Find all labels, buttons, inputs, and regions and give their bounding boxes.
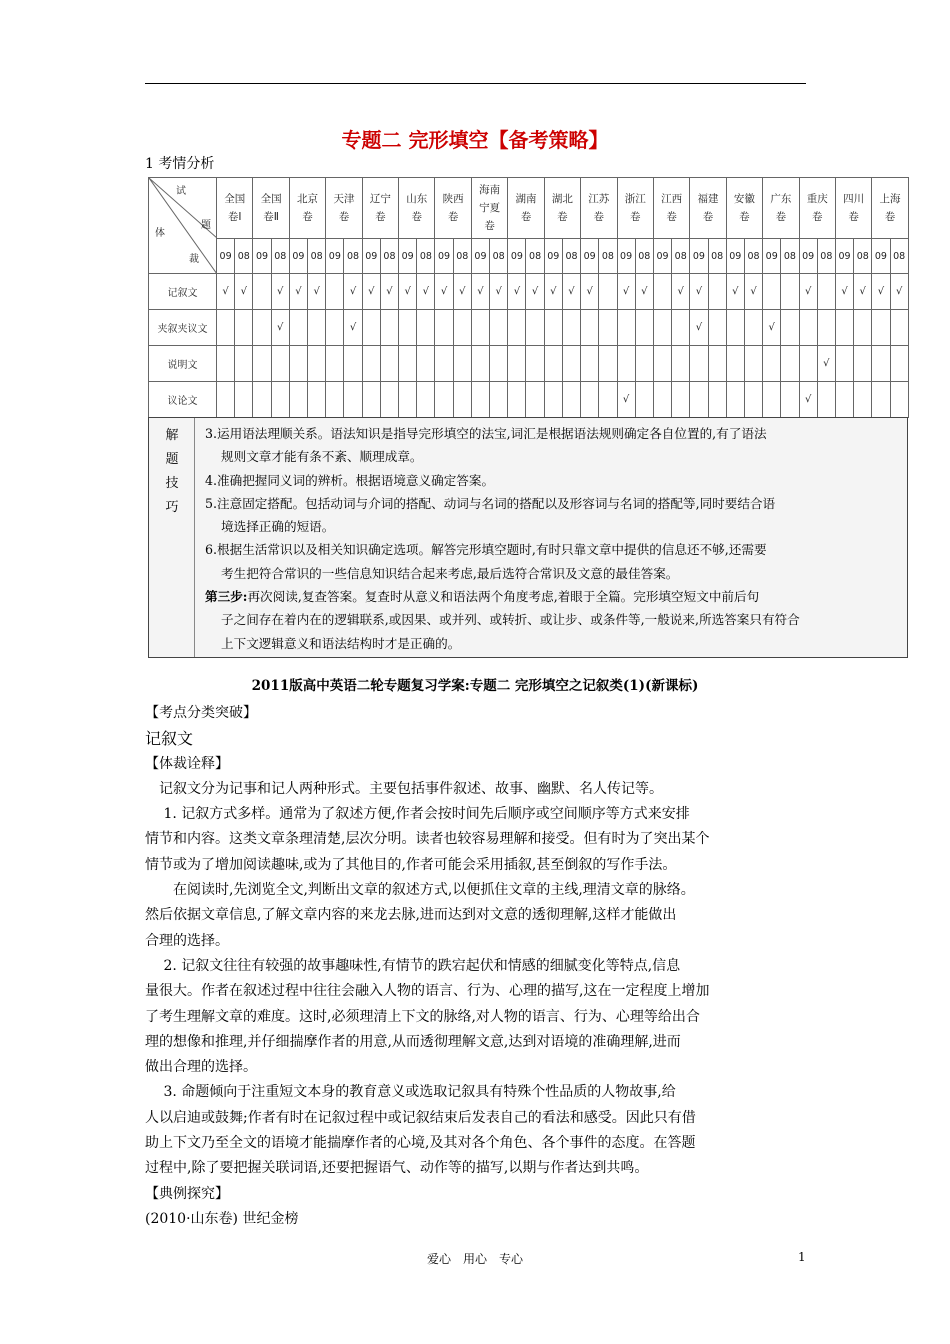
- tips-line: 5.注意固定搭配。包括动词与介词的搭配、动词与名词的搭配以及形容词与名词的搭配等,同时要结合语: [205, 495, 776, 511]
- mark-cell: [854, 346, 872, 382]
- mark-cell: [289, 346, 307, 382]
- province-header: 福建卷: [690, 178, 726, 239]
- mark-cell: [362, 382, 380, 418]
- province-header: 陕西卷: [435, 178, 471, 239]
- mark-cell: √: [562, 274, 580, 310]
- tips-box: [148, 417, 908, 658]
- year-cell: 08: [235, 239, 253, 274]
- mark-cell: [453, 346, 471, 382]
- mark-cell: [562, 346, 580, 382]
- tips-side-label: [149, 418, 195, 657]
- mark-cell: [253, 382, 271, 418]
- province-header: 江苏卷: [581, 178, 617, 239]
- mark-cell: √: [890, 274, 908, 310]
- mark-cell: [835, 310, 853, 346]
- tips-side-char: 技: [165, 476, 179, 491]
- year-cell: 08: [781, 239, 799, 274]
- mark-cell: [726, 310, 744, 346]
- mark-cell: [235, 310, 253, 346]
- mark-cell: [799, 310, 817, 346]
- year-cell: 08: [453, 239, 471, 274]
- mark-cell: √: [399, 274, 417, 310]
- mark-cell: [326, 382, 344, 418]
- body-line: 做出合理的选择。: [145, 1059, 257, 1076]
- mark-cell: [653, 346, 671, 382]
- body-line: 助上下文乃至全文的语境才能揣摩作者的心境,及其对各个角色、各个事件的态度。在答题: [145, 1135, 696, 1152]
- step3-label: 第三步:: [205, 589, 248, 605]
- exam-analysis-table: [148, 177, 909, 418]
- year-cell: 09: [471, 239, 489, 274]
- mark-cell: [508, 382, 526, 418]
- tips-line: 考生把符合常识的一些信息知识结合起来考虑,最后选符合常识及文意的最佳答案。: [221, 565, 679, 581]
- mark-cell: √: [635, 274, 653, 310]
- mark-cell: [326, 346, 344, 382]
- year-cell: 09: [653, 239, 671, 274]
- year-cell: 08: [380, 239, 398, 274]
- mark-cell: √: [235, 274, 253, 310]
- year-cell: 09: [217, 239, 235, 274]
- province-header: 全国卷Ⅰ: [217, 178, 253, 239]
- body-line: 量很大。作者在叙述过程中往往会融入人物的语言、行为、心理的描写,这在一定程度上增加: [145, 983, 710, 1000]
- mark-cell: √: [690, 274, 708, 310]
- mark-cell: [253, 274, 271, 310]
- mark-cell: [635, 346, 653, 382]
- mark-cell: [308, 382, 326, 418]
- body-line: 3. 命题倾向于注重短文本身的教育意义或选取记叙具有特殊个性品质的人物故事,给: [145, 1084, 676, 1101]
- table-row: [149, 382, 909, 418]
- mark-cell: [362, 310, 380, 346]
- year-cell: 08: [344, 239, 362, 274]
- mark-cell: √: [726, 274, 744, 310]
- mark-cell: √: [617, 274, 635, 310]
- year-cell: 09: [763, 239, 781, 274]
- mark-cell: [781, 346, 799, 382]
- body-line: 情节或为了增加阅读趣味,或为了其他目的,作者可能会采用插叙,甚至倒叙的写作手法。: [145, 856, 677, 873]
- province-header: 湖北卷: [544, 178, 580, 239]
- year-cell: 08: [817, 239, 835, 274]
- mark-cell: [835, 382, 853, 418]
- province-header: 海南宁夏卷: [471, 178, 507, 239]
- mark-cell: √: [380, 274, 398, 310]
- mark-cell: √: [526, 274, 544, 310]
- year-cell: 08: [708, 239, 726, 274]
- mark-cell: [744, 346, 762, 382]
- year-cell: 09: [289, 239, 307, 274]
- mark-cell: [599, 346, 617, 382]
- mark-cell: [672, 310, 690, 346]
- mark-cell: √: [435, 274, 453, 310]
- year-cell: 09: [835, 239, 853, 274]
- mark-cell: [672, 382, 690, 418]
- mark-cell: [490, 346, 508, 382]
- header-rule: [145, 83, 806, 84]
- mark-cell: [435, 382, 453, 418]
- mark-cell: [526, 310, 544, 346]
- year-cell: 09: [326, 239, 344, 274]
- mark-cell: [471, 382, 489, 418]
- province-header: 天津卷: [326, 178, 362, 239]
- mark-cell: √: [271, 310, 289, 346]
- year-cell: 08: [417, 239, 435, 274]
- mark-cell: √: [799, 382, 817, 418]
- province-header: 山东卷: [399, 178, 435, 239]
- year-cell: 08: [271, 239, 289, 274]
- mark-cell: [581, 346, 599, 382]
- mark-cell: [562, 382, 580, 418]
- mark-cell: [854, 310, 872, 346]
- mark-cell: √: [581, 274, 599, 310]
- mark-cell: [744, 310, 762, 346]
- mark-cell: [726, 346, 744, 382]
- body-line: 在阅读时,先浏览全文,判断出文章的叙述方式,以便抓住文章的主线,理清文章的脉络。: [145, 882, 695, 899]
- province-header: 江西卷: [653, 178, 689, 239]
- body-line: 2. 记叙文往往有较强的故事趣味性,有情节的跌宕起伏和情感的细腻变化等特点,信息: [145, 957, 681, 974]
- mark-cell: [471, 346, 489, 382]
- mark-cell: [326, 274, 344, 310]
- mark-cell: [217, 310, 235, 346]
- mark-cell: [399, 382, 417, 418]
- mark-cell: [471, 310, 489, 346]
- mark-cell: [781, 382, 799, 418]
- mark-cell: √: [835, 274, 853, 310]
- tips-side-char: 解: [165, 428, 179, 443]
- year-cell: 08: [635, 239, 653, 274]
- mark-cell: [253, 346, 271, 382]
- mark-cell: √: [817, 346, 835, 382]
- mark-cell: [380, 346, 398, 382]
- mark-cell: [544, 382, 562, 418]
- body-line: 理的想像和推理,并仔细揣摩作者的用意,从而透彻理解文意,达到对语境的准确理解,进而: [145, 1033, 681, 1050]
- province-header: 上海卷: [872, 178, 908, 239]
- mark-cell: [653, 382, 671, 418]
- mark-cell: [417, 310, 435, 346]
- mark-cell: [417, 346, 435, 382]
- mark-cell: [744, 382, 762, 418]
- lesson-heading: 2011版高中英语二轮专题复习学案:专题二 完形填空之记叙类(1)(新课标): [251, 678, 699, 694]
- year-cell: 09: [508, 239, 526, 274]
- tips-line: 上下文逻辑意义和语法结构时才是正确的。: [221, 635, 461, 651]
- mark-cell: √: [362, 274, 380, 310]
- year-cell: 08: [526, 239, 544, 274]
- mark-cell: [726, 382, 744, 418]
- mark-cell: [289, 382, 307, 418]
- mark-cell: [890, 346, 908, 382]
- body-line: 人以启迪或鼓舞;作者有时在记叙过程中或记叙结束后发表自己的看法和感受。因此只有借: [145, 1109, 696, 1126]
- year-cell: 08: [490, 239, 508, 274]
- year-cell: 08: [562, 239, 580, 274]
- body-line: 记叙文: [145, 729, 194, 749]
- mark-cell: [490, 310, 508, 346]
- body-line: 1. 记叙方式多样。通常为了叙述方便,作者会按时间先后顺序或空间顺序等方式来安排: [145, 806, 690, 823]
- mark-cell: [435, 310, 453, 346]
- tips-side-char: 题: [165, 452, 179, 467]
- mark-cell: [708, 274, 726, 310]
- mark-cell: √: [690, 310, 708, 346]
- table-row: [149, 346, 909, 382]
- mark-cell: [344, 346, 362, 382]
- mark-cell: [890, 310, 908, 346]
- mark-cell: [326, 310, 344, 346]
- mark-cell: [599, 382, 617, 418]
- row-label: 说明文: [149, 346, 217, 382]
- table-row: [149, 274, 909, 310]
- mark-cell: [781, 274, 799, 310]
- province-header: 辽宁卷: [362, 178, 398, 239]
- tips-body: [205, 422, 901, 655]
- body-line: 过程中,除了要把握关联词语,还要把握语气、动作等的描写,以期与作者达到共鸣。: [145, 1160, 649, 1177]
- mark-cell: [672, 346, 690, 382]
- page-footer: 爱心 用心 专心: [426, 1252, 523, 1266]
- mark-cell: [708, 382, 726, 418]
- mark-cell: [526, 346, 544, 382]
- mark-cell: [344, 382, 362, 418]
- province-header: 安徽卷: [726, 178, 762, 239]
- row-label: 夹叙夹议文: [149, 310, 217, 346]
- mark-cell: √: [508, 274, 526, 310]
- mark-cell: [617, 310, 635, 346]
- mark-cell: [599, 310, 617, 346]
- mark-cell: [217, 382, 235, 418]
- body-line: 情节和内容。这类文章条理清楚,层次分明。读者也较容易理解和接受。但有时为了突出某个: [145, 831, 710, 848]
- mark-cell: [599, 274, 617, 310]
- year-cell: 09: [799, 239, 817, 274]
- mark-cell: [508, 310, 526, 346]
- page-number: 1: [798, 1250, 806, 1264]
- mark-cell: [799, 346, 817, 382]
- mark-cell: [544, 310, 562, 346]
- year-cell: 09: [435, 239, 453, 274]
- mark-cell: [289, 310, 307, 346]
- mark-cell: [817, 310, 835, 346]
- body-line: (2010·山东卷) 世纪金榜: [145, 1210, 299, 1227]
- tips-line: 境选择正确的短语。: [221, 519, 335, 535]
- mark-cell: [271, 382, 289, 418]
- province-header: 湖南卷: [508, 178, 544, 239]
- mark-cell: √: [271, 274, 289, 310]
- mark-cell: [854, 382, 872, 418]
- mark-cell: [435, 346, 453, 382]
- mark-cell: [508, 346, 526, 382]
- year-cell: 09: [544, 239, 562, 274]
- body-line: 合理的选择。: [145, 932, 229, 949]
- mark-cell: [763, 274, 781, 310]
- year-cell: 08: [744, 239, 762, 274]
- body-line: 【典例探究】: [145, 1185, 229, 1202]
- tips-line: 3.运用语法理顺关系。语法知识是指导完形填空的法宝,词汇是根据语法规则确定各自位置的,有了语法: [205, 426, 767, 441]
- table-corner-cell: [149, 178, 217, 274]
- year-cell: 09: [581, 239, 599, 274]
- mark-cell: [453, 310, 471, 346]
- mark-cell: [763, 346, 781, 382]
- mark-cell: √: [617, 382, 635, 418]
- province-header: 全国卷Ⅱ: [253, 178, 289, 239]
- mark-cell: [653, 274, 671, 310]
- mark-cell: √: [744, 274, 762, 310]
- mark-cell: [872, 310, 890, 346]
- year-cell: 08: [854, 239, 872, 274]
- mark-cell: [872, 346, 890, 382]
- mark-cell: [835, 346, 853, 382]
- mark-cell: [653, 310, 671, 346]
- year-cell: 09: [726, 239, 744, 274]
- mark-cell: √: [544, 274, 562, 310]
- year-cell: 08: [599, 239, 617, 274]
- tips-line: 第三步:再次阅读,复查答案。复查时从意义和语法两个角度考虑,着眼于全篇。完形填空短文中前后句: [205, 589, 760, 605]
- mark-cell: [253, 310, 271, 346]
- tips-line: 子之间存在着内在的逻辑联系,或因果、或并列、或转折、或让步、或条件等,一般说来,所选答案只有符合: [221, 612, 800, 628]
- mark-cell: [708, 346, 726, 382]
- mark-cell: [690, 346, 708, 382]
- mark-cell: [271, 346, 289, 382]
- row-label: 记叙文: [149, 274, 217, 310]
- year-cell: 08: [308, 239, 326, 274]
- body-line: 了考生理解文章的难度。这时,必须理清上下文的脉络,对人物的语言、行为、心理等给出合: [145, 1008, 700, 1025]
- mark-cell: √: [344, 310, 362, 346]
- mark-cell: [817, 382, 835, 418]
- body-text: [145, 701, 815, 1232]
- mark-cell: √: [471, 274, 489, 310]
- mark-cell: [380, 382, 398, 418]
- mark-cell: [235, 382, 253, 418]
- mark-cell: [308, 346, 326, 382]
- mark-cell: √: [308, 274, 326, 310]
- mark-cell: √: [417, 274, 435, 310]
- province-header: 浙江卷: [617, 178, 653, 239]
- corner-label: 题: [201, 220, 211, 231]
- corner-label: 裁: [189, 254, 199, 265]
- corner-label: 体: [155, 228, 165, 239]
- tips-line: 规则文章才能有条不紊、顺理成章。: [221, 449, 423, 465]
- mark-cell: [581, 310, 599, 346]
- mark-cell: √: [490, 274, 508, 310]
- mark-cell: √: [344, 274, 362, 310]
- mark-cell: [872, 382, 890, 418]
- mark-cell: [399, 310, 417, 346]
- year-cell: 08: [890, 239, 908, 274]
- section-heading: 1 考情分析: [145, 156, 215, 172]
- mark-cell: [544, 346, 562, 382]
- mark-cell: [417, 382, 435, 418]
- province-header: 北京卷: [289, 178, 325, 239]
- mark-cell: [635, 310, 653, 346]
- year-cell: 09: [872, 239, 890, 274]
- body-line: 【体裁诠释】: [145, 755, 229, 772]
- mark-cell: [217, 346, 235, 382]
- mark-cell: [235, 346, 253, 382]
- mark-cell: [781, 310, 799, 346]
- mark-cell: √: [763, 310, 781, 346]
- mark-cell: [526, 382, 544, 418]
- mark-cell: [399, 346, 417, 382]
- row-label: 议论文: [149, 382, 217, 418]
- mark-cell: [763, 382, 781, 418]
- year-cell: 09: [253, 239, 271, 274]
- mark-cell: [562, 310, 580, 346]
- tips-line: 4.准确把握同义词的辨析。根据语境意义确定答案。: [205, 472, 495, 488]
- body-line: 记叙文分为记事和记人两种形式。主要包括事件叙述、故事、幽默、名人传记等。: [145, 780, 663, 797]
- mark-cell: [362, 346, 380, 382]
- year-cell: 09: [399, 239, 417, 274]
- page-title: 专题二 完形填空【备考策略】: [341, 128, 609, 152]
- body-line: 【考点分类突破】: [145, 705, 257, 721]
- body-line: 然后依据文章信息,了解文章内容的来龙去脉,进而达到对文意的透彻理解,这样才能做出: [145, 907, 677, 924]
- province-header: 四川卷: [835, 178, 871, 239]
- year-cell: 09: [690, 239, 708, 274]
- year-cell: 09: [362, 239, 380, 274]
- province-header: 广东卷: [763, 178, 799, 239]
- mark-cell: √: [217, 274, 235, 310]
- tips-side-char: 巧: [165, 500, 179, 515]
- corner-label: 试: [176, 186, 186, 197]
- mark-cell: [690, 382, 708, 418]
- mark-cell: [617, 346, 635, 382]
- mark-cell: √: [672, 274, 690, 310]
- mark-cell: √: [854, 274, 872, 310]
- year-cell: 08: [672, 239, 690, 274]
- mark-cell: [380, 310, 398, 346]
- mark-cell: √: [289, 274, 307, 310]
- mark-cell: [308, 310, 326, 346]
- year-cell: 09: [617, 239, 635, 274]
- mark-cell: √: [799, 274, 817, 310]
- mark-cell: [817, 274, 835, 310]
- mark-cell: [890, 382, 908, 418]
- mark-cell: √: [453, 274, 471, 310]
- table-row: [149, 310, 909, 346]
- mark-cell: [635, 382, 653, 418]
- tips-line: 6.根据生活常识以及相关知识确定选项。解答完形填空题时,有时只靠文章中提供的信息还不够,还需要: [205, 542, 767, 558]
- mark-cell: [581, 382, 599, 418]
- province-header: 重庆卷: [799, 178, 835, 239]
- mark-cell: [490, 382, 508, 418]
- mark-cell: √: [872, 274, 890, 310]
- mark-cell: [453, 382, 471, 418]
- mark-cell: [708, 310, 726, 346]
